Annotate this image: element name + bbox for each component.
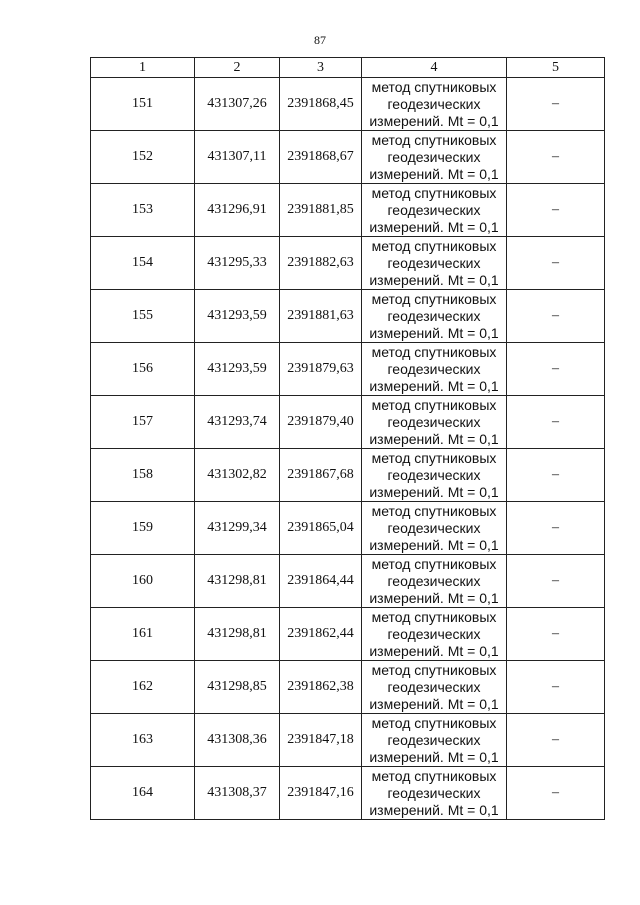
table-row: [91, 184, 605, 237]
method-line: измерений. Mt = 0,1: [369, 112, 499, 129]
method-line: измерений. Mt = 0,1: [369, 801, 499, 818]
note-cell: –: [507, 449, 605, 502]
point-number-cell: 160: [91, 555, 195, 608]
note-cell: –: [507, 608, 605, 661]
coordinates-table: [90, 57, 605, 820]
method-cell: [362, 714, 507, 767]
x-coordinate-cell: 431302,82: [195, 449, 280, 502]
method-line: геодезических: [387, 148, 481, 165]
note-cell: –: [507, 714, 605, 767]
column-header-4: 4: [362, 58, 507, 78]
method-line: измерений. Mt = 0,1: [369, 377, 499, 394]
method-line: геодезических: [387, 466, 481, 483]
method-line: метод спутниковых: [371, 714, 497, 731]
note-cell: –: [507, 131, 605, 184]
note-cell: –: [507, 343, 605, 396]
point-number-cell: 157: [91, 396, 195, 449]
method-cell: [362, 343, 507, 396]
method-line: измерений. Mt = 0,1: [369, 324, 499, 341]
note-cell: –: [507, 555, 605, 608]
method-cell: [362, 502, 507, 555]
method-line: геодезических: [387, 254, 481, 271]
column-header-2: 2: [195, 58, 280, 78]
table-row: [91, 78, 605, 131]
point-number-cell: 156: [91, 343, 195, 396]
method-line: геодезических: [387, 784, 481, 801]
method-cell: [362, 290, 507, 343]
method-cell: [362, 608, 507, 661]
method-line: метод спутниковых: [371, 290, 497, 307]
method-line: метод спутниковых: [371, 661, 497, 678]
method-line: измерений. Mt = 0,1: [369, 483, 499, 500]
table-row: [91, 714, 605, 767]
method-line: метод спутниковых: [371, 396, 497, 413]
note-cell: –: [507, 184, 605, 237]
table-row: [91, 449, 605, 502]
note-cell: –: [507, 237, 605, 290]
y-coordinate-cell: 2391879,40: [280, 396, 362, 449]
x-coordinate-cell: 431299,34: [195, 502, 280, 555]
method-cell: [362, 237, 507, 290]
y-coordinate-cell: 2391868,67: [280, 131, 362, 184]
method-cell: [362, 661, 507, 714]
table-body: [91, 78, 605, 820]
column-header-3: 3: [280, 58, 362, 78]
table-row: [91, 131, 605, 184]
table-row: [91, 237, 605, 290]
method-line: геодезических: [387, 201, 481, 218]
y-coordinate-cell: 2391881,85: [280, 184, 362, 237]
method-line: геодезических: [387, 519, 481, 536]
method-line: измерений. Mt = 0,1: [369, 218, 499, 235]
method-line: геодезических: [387, 413, 481, 430]
point-number-cell: 154: [91, 237, 195, 290]
note-cell: –: [507, 767, 605, 820]
method-line: измерений. Mt = 0,1: [369, 165, 499, 182]
y-coordinate-cell: 2391862,44: [280, 608, 362, 661]
method-line: геодезических: [387, 625, 481, 642]
x-coordinate-cell: 431293,74: [195, 396, 280, 449]
table-row: [91, 767, 605, 820]
method-line: измерений. Mt = 0,1: [369, 695, 499, 712]
y-coordinate-cell: 2391867,68: [280, 449, 362, 502]
method-line: метод спутниковых: [371, 449, 497, 466]
method-line: метод спутниковых: [371, 502, 497, 519]
note-cell: –: [507, 78, 605, 131]
x-coordinate-cell: 431295,33: [195, 237, 280, 290]
method-line: измерений. Mt = 0,1: [369, 748, 499, 765]
y-coordinate-cell: 2391882,63: [280, 237, 362, 290]
method-line: измерений. Mt = 0,1: [369, 589, 499, 606]
note-cell: –: [507, 396, 605, 449]
method-line: измерений. Mt = 0,1: [369, 642, 499, 659]
point-number-cell: 153: [91, 184, 195, 237]
table-row: [91, 502, 605, 555]
x-coordinate-cell: 431298,85: [195, 661, 280, 714]
point-number-cell: 152: [91, 131, 195, 184]
table-row: [91, 608, 605, 661]
method-line: метод спутниковых: [371, 343, 497, 360]
note-cell: –: [507, 661, 605, 714]
method-line: метод спутниковых: [371, 237, 497, 254]
x-coordinate-cell: 431296,91: [195, 184, 280, 237]
note-cell: –: [507, 502, 605, 555]
page-number: 87: [314, 33, 326, 47]
method-line: метод спутниковых: [371, 555, 497, 572]
method-cell: [362, 449, 507, 502]
method-cell: [362, 555, 507, 608]
y-coordinate-cell: 2391865,04: [280, 502, 362, 555]
point-number-cell: 164: [91, 767, 195, 820]
x-coordinate-cell: 431307,11: [195, 131, 280, 184]
method-line: метод спутниковых: [371, 78, 497, 95]
table-row: [91, 290, 605, 343]
column-header-5: 5: [507, 58, 605, 78]
method-cell: [362, 396, 507, 449]
point-number-cell: 158: [91, 449, 195, 502]
method-line: метод спутниковых: [371, 767, 497, 784]
x-coordinate-cell: 431298,81: [195, 608, 280, 661]
method-line: измерений. Mt = 0,1: [369, 271, 499, 288]
y-coordinate-cell: 2391847,16: [280, 767, 362, 820]
x-coordinate-cell: 431307,26: [195, 78, 280, 131]
method-line: геодезических: [387, 360, 481, 377]
point-number-cell: 159: [91, 502, 195, 555]
point-number-cell: 161: [91, 608, 195, 661]
method-line: геодезических: [387, 678, 481, 695]
method-line: метод спутниковых: [371, 184, 497, 201]
y-coordinate-cell: 2391864,44: [280, 555, 362, 608]
method-line: геодезических: [387, 95, 481, 112]
y-coordinate-cell: 2391868,45: [280, 78, 362, 131]
x-coordinate-cell: 431308,37: [195, 767, 280, 820]
point-number-cell: 162: [91, 661, 195, 714]
point-number-cell: 163: [91, 714, 195, 767]
y-coordinate-cell: 2391847,18: [280, 714, 362, 767]
method-cell: [362, 184, 507, 237]
y-coordinate-cell: 2391862,38: [280, 661, 362, 714]
table-row: [91, 661, 605, 714]
method-line: геодезических: [387, 731, 481, 748]
method-cell: [362, 78, 507, 131]
table-row: [91, 396, 605, 449]
method-line: метод спутниковых: [371, 131, 497, 148]
method-line: геодезических: [387, 572, 481, 589]
y-coordinate-cell: 2391879,63: [280, 343, 362, 396]
method-line: геодезических: [387, 307, 481, 324]
x-coordinate-cell: 431298,81: [195, 555, 280, 608]
column-header-1: 1: [91, 58, 195, 78]
method-cell: [362, 767, 507, 820]
point-number-cell: 155: [91, 290, 195, 343]
x-coordinate-cell: 431293,59: [195, 290, 280, 343]
note-cell: –: [507, 290, 605, 343]
method-line: метод спутниковых: [371, 608, 497, 625]
point-number-cell: 151: [91, 78, 195, 131]
x-coordinate-cell: 431293,59: [195, 343, 280, 396]
y-coordinate-cell: 2391881,63: [280, 290, 362, 343]
x-coordinate-cell: 431308,36: [195, 714, 280, 767]
table-header-row: [91, 58, 605, 78]
method-cell: [362, 131, 507, 184]
table-row: [91, 343, 605, 396]
method-line: измерений. Mt = 0,1: [369, 430, 499, 447]
method-line: измерений. Mt = 0,1: [369, 536, 499, 553]
table-row: [91, 555, 605, 608]
